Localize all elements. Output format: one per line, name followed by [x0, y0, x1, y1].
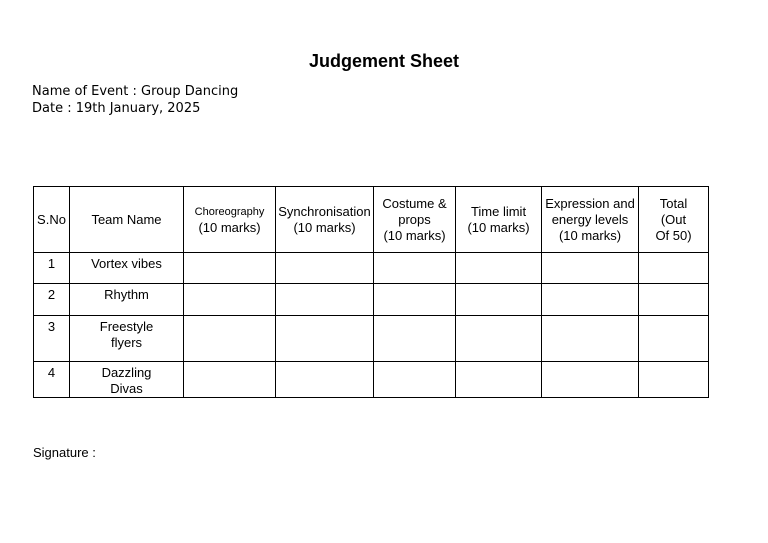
cell-choreography[interactable] — [184, 253, 276, 284]
header-costume: Costume & props (10 marks) — [374, 187, 456, 253]
cell-total[interactable] — [639, 284, 709, 316]
header-row — [34, 187, 709, 253]
cell-costume[interactable] — [374, 284, 456, 316]
signature-label: Signature : — [33, 445, 96, 460]
cell-time-limit[interactable] — [456, 253, 542, 284]
header-expression: Expression and energy levels (10 marks) — [542, 187, 639, 253]
header-sno: S.No — [34, 187, 70, 253]
cell-team-name: Dazzling Divas — [70, 362, 184, 398]
table-row — [34, 316, 709, 362]
cell-synchronisation[interactable] — [276, 284, 374, 316]
cell-time-limit[interactable] — [456, 316, 542, 362]
cell-total[interactable] — [639, 362, 709, 398]
table-row — [34, 253, 709, 284]
header-time-limit: Time limit (10 marks) — [456, 187, 542, 253]
cell-expression[interactable] — [542, 316, 639, 362]
cell-synchronisation[interactable] — [276, 362, 374, 398]
event-date: Date : 19th January, 2025 — [32, 101, 201, 116]
event-name: Name of Event : Group Dancing — [32, 84, 239, 99]
header-choreography: Choreography (10 marks) — [184, 187, 276, 253]
cell-time-limit[interactable] — [456, 284, 542, 316]
cell-synchronisation[interactable] — [276, 253, 374, 284]
cell-sno: 1 — [34, 253, 70, 284]
page-title: Judgement Sheet — [308, 51, 460, 71]
event-details — [32, 83, 238, 117]
cell-choreography[interactable] — [184, 316, 276, 362]
cell-costume[interactable] — [374, 362, 456, 398]
cell-choreography[interactable] — [184, 284, 276, 316]
cell-choreography[interactable] — [184, 362, 276, 398]
cell-expression[interactable] — [542, 253, 639, 284]
cell-time-limit[interactable] — [456, 362, 542, 398]
header-total: Total (Out Of 50) — [639, 187, 709, 253]
judgement-table — [33, 186, 709, 398]
cell-sno: 3 — [34, 316, 70, 362]
table-row — [34, 284, 709, 316]
cell-team-name: Freestyle flyers — [70, 316, 184, 362]
header-synchronisation: Synchronisation (10 marks) — [276, 187, 374, 253]
cell-sno: 4 — [34, 362, 70, 398]
table-row — [34, 362, 709, 398]
cell-expression[interactable] — [542, 284, 639, 316]
cell-team-name: Rhythm — [70, 284, 184, 316]
cell-total[interactable] — [639, 253, 709, 284]
header-team-name: Team Name — [70, 187, 184, 253]
cell-costume[interactable] — [374, 253, 456, 284]
cell-expression[interactable] — [542, 362, 639, 398]
cell-team-name: Vortex vibes — [70, 253, 184, 284]
cell-sno: 2 — [34, 284, 70, 316]
cell-synchronisation[interactable] — [276, 316, 374, 362]
cell-total[interactable] — [639, 316, 709, 362]
cell-costume[interactable] — [374, 316, 456, 362]
